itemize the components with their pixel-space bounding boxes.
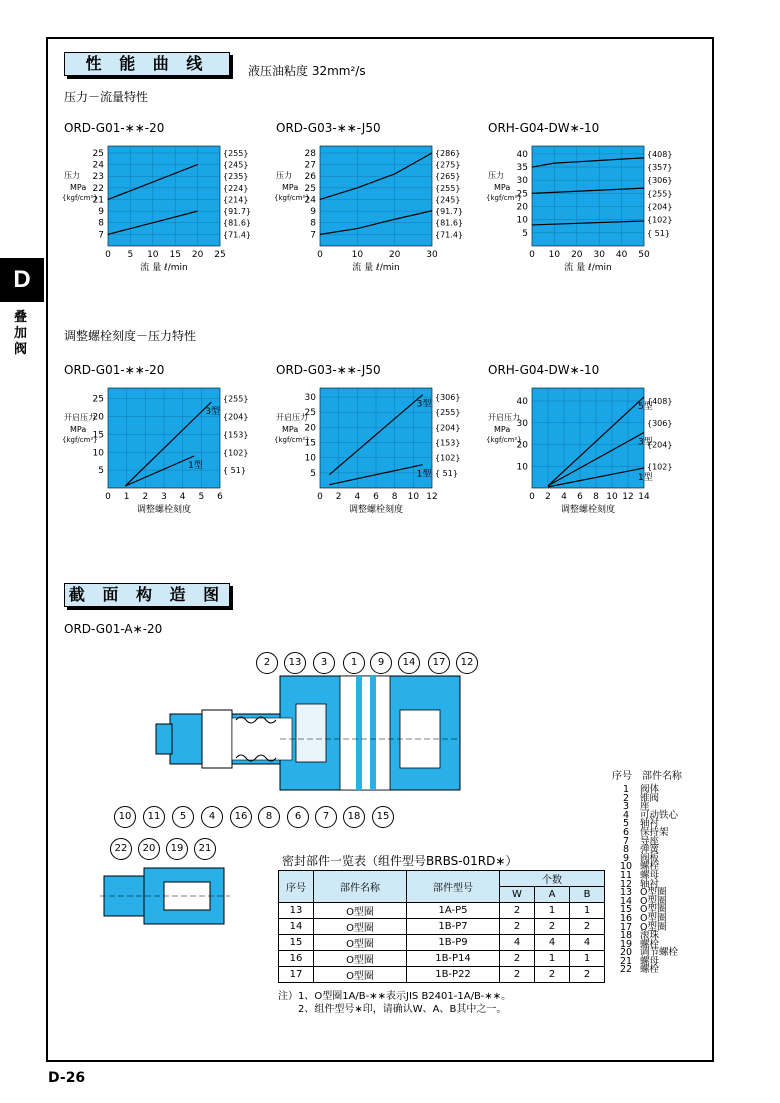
x-tick-label: 10 [606, 492, 618, 502]
y-tick-label-right: { 51} [647, 228, 670, 238]
part-name: 轴衬 [640, 818, 660, 830]
side-tab-letter: D [0, 258, 44, 302]
y-tick-label: 27 [304, 160, 316, 171]
cell: 2 [535, 967, 570, 983]
y-tick-label: 21 [92, 195, 104, 206]
part-no: 18 [619, 930, 633, 942]
callout-bubble: 6 [287, 806, 309, 828]
y-tick-label-right: {306} [647, 418, 673, 428]
y-tick-label: 28 [304, 148, 316, 159]
y-tick-label: 5 [98, 466, 104, 477]
table-row [279, 967, 605, 983]
cell: 1 [570, 903, 605, 919]
part-no: 21 [619, 955, 633, 967]
series-label: 3型 [205, 407, 221, 417]
cell: O型圈 [314, 967, 407, 983]
y-tick-label: 10 [304, 453, 316, 464]
part-name: 螺母 [640, 869, 660, 881]
part-name: 调节螺栓 [640, 947, 679, 959]
part-no: 2 [622, 792, 630, 804]
x-tick-label: 12 [426, 492, 438, 502]
parts-rows [612, 786, 682, 975]
header-b: B [570, 887, 605, 903]
section-title-performance: 性 能 曲 线 [64, 52, 230, 76]
part-name: 螺栓 [640, 938, 660, 950]
header-part: 部件型号 [407, 871, 500, 903]
y-tick-label-right: {306} [435, 393, 461, 403]
x-tick-label: 5 [127, 250, 134, 260]
cell: 1B-P22 [407, 967, 500, 983]
series-label: 3型 [416, 399, 432, 410]
part-no: 1 [622, 784, 630, 795]
viscosity-note: 液压油粘度 32mm²/s [248, 64, 366, 78]
subsection-screw-pressure: 调整螺栓刻度－压力特性 [64, 329, 197, 343]
y-tick-label-right: {102} [435, 453, 461, 463]
cell: 2 [500, 919, 535, 935]
x-tick-label: 1 [123, 492, 130, 502]
y-axis-unit-alt: {kgf/cm²} [62, 436, 98, 444]
x-tick-label: 10 [548, 250, 561, 260]
x-tick-label: 20 [191, 250, 204, 260]
y-tick-label-right: {204} [435, 423, 461, 433]
y-axis-unit: MPa [494, 425, 511, 434]
y-tick-label: 40 [516, 397, 528, 408]
y-axis-label: 压力 [276, 171, 292, 180]
part-name: 螺栓 [640, 861, 660, 873]
part-name: 导座 [640, 835, 660, 847]
plot-area [532, 388, 644, 488]
cell: 2 [570, 967, 605, 983]
x-tick-label: 30 [426, 250, 438, 260]
x-axis-label: 调整螺栓刻度 [136, 505, 192, 515]
cell: O型圈 [314, 903, 407, 919]
y-axis-label: 开启压力 [276, 413, 308, 422]
y-tick-label-right: { 51} [435, 468, 458, 478]
y-tick-label: 9 [98, 207, 104, 218]
parts-header-no: 序号 [612, 771, 632, 782]
x-tick-label: 4 [179, 492, 186, 502]
y-axis-unit: MPa [282, 183, 299, 192]
part-no: 5 [622, 818, 630, 830]
parts-header-name: 部件名称 [642, 771, 682, 782]
y-tick-label-right: {255} [647, 189, 673, 199]
y-axis-unit: MPa [70, 425, 87, 434]
cell: 2 [500, 951, 535, 967]
x-axis-label: 流 量 ℓ/min [352, 263, 400, 273]
cell: 2 [570, 919, 605, 935]
y-tick-label-right: {245} [435, 195, 461, 205]
x-tick-label: 30 [593, 250, 605, 260]
y-tick-label-right: {235} [223, 172, 249, 182]
y-tick-label: 10 [516, 462, 528, 473]
x-axis-label: 流 量 ℓ/min [564, 263, 612, 273]
callout-bubble: 12 [456, 652, 478, 674]
y-tick-label-right: {408} [647, 397, 673, 407]
cell: 1B-P7 [407, 919, 500, 935]
y-tick-label: 20 [516, 202, 528, 213]
y-tick-label: 25 [92, 394, 104, 405]
cell: 2 [535, 919, 570, 935]
callout-bubble: 14 [398, 652, 420, 674]
y-tick-label: 25 [92, 148, 104, 159]
part-no: 10 [619, 861, 633, 873]
y-tick-label: 24 [304, 195, 316, 206]
cell: 4 [535, 935, 570, 951]
y-tick-label: 24 [92, 160, 104, 171]
y-tick-label-right: {102} [223, 448, 249, 458]
x-tick-label: 0 [529, 250, 535, 260]
callout-bubble: 4 [201, 806, 223, 828]
part-name: 座 [640, 801, 650, 813]
x-tick-label: 25 [214, 250, 226, 260]
x-tick-label: 2 [545, 492, 551, 502]
cell: 1 [570, 951, 605, 967]
cell: 2 [500, 967, 535, 983]
y-tick-label: 20 [304, 423, 316, 434]
callout-bubble: 15 [372, 806, 394, 828]
parts-list [612, 767, 682, 975]
y-tick-label: 35 [516, 163, 528, 174]
x-tick-label: 8 [593, 492, 599, 502]
part-name: 锥阀 [640, 792, 660, 804]
y-axis-unit-alt: {kgf/cm²} [62, 194, 98, 202]
y-tick-label: 25 [304, 408, 316, 419]
part-name: O型圈 [640, 921, 667, 933]
x-tick-label: 0 [317, 250, 323, 260]
y-tick-label-right: {357} [647, 163, 673, 173]
x-tick-label: 4 [561, 492, 567, 502]
chart-title: ORH-G04-DW∗-10 [488, 121, 600, 135]
y-tick-label-right: {204} [223, 412, 249, 422]
y-tick-label: 30 [516, 418, 528, 429]
y-tick-label: 40 [516, 149, 528, 160]
y-axis-unit-alt: {kgf/cm²} [486, 436, 522, 444]
plot-area [320, 146, 432, 246]
section-model: ORD-G01-A∗-20 [64, 622, 163, 636]
callout-bubble: 9 [370, 652, 392, 674]
cell: O型圈 [314, 919, 407, 935]
x-tick-label: 0 [317, 492, 323, 502]
y-axis-label: 压力 [64, 171, 80, 180]
y-tick-label-right: {71.4} [223, 230, 251, 240]
y-tick-label-right: {102} [647, 215, 673, 225]
cell: 4 [500, 935, 535, 951]
note-2: 2、组件型号∗印，请确认W、A、B其中之一。 [298, 1004, 507, 1015]
x-tick-label: 2 [335, 492, 342, 502]
y-axis-unit: MPa [70, 183, 87, 192]
y-axis-unit-alt: {kgf/cm²} [274, 194, 310, 202]
callout-bubble: 17 [428, 652, 450, 674]
chart-title: ORD-G03-∗∗-J50 [276, 363, 381, 377]
part-no: 4 [622, 809, 630, 821]
callout-bubble: 20 [138, 838, 160, 860]
y-tick-label: 30 [304, 393, 316, 404]
chart-3 [484, 120, 694, 280]
y-tick-label-right: {286} [435, 148, 461, 158]
part-no: 14 [619, 895, 633, 907]
y-tick-label-right: {153} [223, 430, 249, 440]
cell: 4 [570, 935, 605, 951]
y-tick-label: 9 [310, 207, 316, 218]
chart-5 [272, 362, 482, 522]
subsection-pressure-flow: 压力－流量特性 [64, 90, 149, 104]
y-tick-label: 5 [310, 468, 316, 479]
y-tick-label: 7 [98, 230, 104, 241]
cell: 16 [279, 951, 314, 967]
header-a: A [535, 887, 570, 903]
chart-2 [272, 120, 482, 280]
cell: 17 [279, 967, 314, 983]
y-tick-label-right: {265} [435, 172, 461, 182]
side-tab-label: 叠加阀 [14, 310, 28, 357]
y-tick-label: 15 [92, 430, 104, 441]
part-no: 16 [619, 912, 633, 924]
part-no: 8 [622, 844, 630, 856]
callout-bubble: 22 [110, 838, 132, 860]
part-no: 22 [619, 964, 633, 976]
series-label: 5型 [638, 401, 653, 412]
header-qty: 个数 [500, 871, 605, 887]
y-tick-label-right: {71.4} [435, 230, 463, 240]
callout-bubble: 11 [143, 806, 165, 828]
y-axis-unit: MPa [282, 425, 299, 434]
x-tick-label: 20 [571, 250, 583, 260]
y-tick-label: 10 [92, 448, 104, 459]
series-label: 3型 [638, 437, 653, 448]
y-tick-label-right: {255} [223, 394, 249, 404]
callout-bubble: 7 [315, 806, 337, 828]
part-name: 弹簧 [640, 844, 660, 856]
callout-bubble: 10 [114, 806, 136, 828]
cell: 1 [535, 903, 570, 919]
table-row [279, 951, 605, 967]
part-no: 17 [619, 921, 633, 933]
x-tick-label: 0 [529, 492, 535, 502]
x-tick-label: 10 [351, 250, 364, 260]
x-axis-label: 调整螺栓刻度 [560, 505, 616, 515]
header-name: 部件名称 [314, 871, 407, 903]
y-tick-label-right: {91.7} [223, 207, 251, 217]
callout-bubble: 3 [313, 652, 335, 674]
y-tick-label: 7 [310, 230, 316, 241]
y-tick-label: 25 [516, 189, 528, 200]
y-tick-label-right: {91.7} [435, 207, 463, 217]
adjust-screw-drawing [100, 860, 240, 930]
y-tick-label-right: {214} [223, 195, 249, 205]
part-name: 阀体 [640, 784, 660, 795]
y-tick-label: 30 [516, 176, 528, 187]
part-name: 可动铁心 [640, 809, 679, 821]
x-tick-label: 4 [354, 492, 361, 502]
part-name: O型圈 [640, 904, 667, 916]
y-tick-label-right: {224} [223, 183, 249, 193]
x-tick-label: 12 [622, 492, 634, 502]
x-tick-label: 2 [142, 492, 149, 502]
list-item [612, 966, 682, 975]
seal-table-title: 密封部件一览表（组件型号BRBS-01RD∗） [282, 854, 518, 868]
cell: 13 [279, 903, 314, 919]
cell: 1 [535, 951, 570, 967]
y-tick-label: 26 [304, 172, 316, 183]
part-no: 9 [622, 852, 630, 864]
y-axis-unit-alt: {kgf/cm²} [274, 436, 310, 444]
y-tick-label-right: {153} [435, 438, 461, 448]
y-tick-label-right: {245} [223, 160, 249, 170]
table-row [279, 903, 605, 919]
y-axis-label: 压力 [488, 171, 504, 180]
callout-bubble: 21 [194, 838, 216, 860]
y-axis-unit-alt: {kgf/cm²} [486, 194, 522, 202]
part-no: 13 [619, 887, 633, 899]
x-tick-label: 6 [577, 492, 583, 502]
y-tick-label: 8 [98, 218, 104, 229]
y-tick-label: 8 [310, 218, 316, 229]
chart-title: ORD-G01-∗∗-20 [64, 363, 165, 377]
cell: 15 [279, 935, 314, 951]
y-tick-label-right: {204} [647, 440, 673, 450]
y-axis-unit: MPa [494, 183, 511, 192]
cell: O型圈 [314, 951, 407, 967]
part-no: 11 [619, 869, 633, 881]
header-no: 序号 [279, 871, 314, 903]
x-tick-label: 10 [407, 492, 420, 502]
chart-6 [484, 362, 694, 522]
y-axis-label: 开启压力 [64, 413, 96, 422]
callout-bubble: 2 [256, 652, 278, 674]
x-tick-label: 5 [198, 492, 205, 502]
chart-4 [60, 362, 270, 522]
x-tick-label: 6 [217, 492, 223, 502]
x-tick-label: 50 [638, 250, 650, 260]
part-no: 3 [622, 801, 630, 813]
y-tick-label-right: {81.6} [223, 218, 251, 228]
x-tick-label: 14 [638, 492, 650, 502]
x-tick-label: 8 [391, 492, 398, 502]
x-tick-label: 6 [373, 492, 379, 502]
x-tick-label: 0 [105, 492, 111, 502]
part-no: 15 [619, 904, 633, 916]
y-tick-label-right: { 51} [223, 466, 246, 476]
x-tick-label: 10 [147, 250, 159, 260]
y-tick-label: 20 [516, 440, 528, 451]
series-label: 1型 [638, 473, 653, 483]
y-tick-label: 5 [522, 228, 528, 239]
callout-bubble: 5 [172, 806, 194, 828]
seal-table [278, 870, 605, 983]
cell: 1B-P9 [407, 935, 500, 951]
part-name: 保持架 [640, 826, 669, 838]
y-tick-label-right: {408} [647, 149, 673, 159]
chart-title: ORH-G04-DW∗-10 [488, 363, 600, 377]
part-no: 7 [622, 835, 630, 847]
part-name: 螺母 [640, 955, 660, 967]
valve-body-shape [156, 676, 460, 790]
y-tick-label: 23 [92, 172, 104, 183]
y-tick-label: 15 [304, 438, 316, 449]
cell: 14 [279, 919, 314, 935]
y-tick-label: 25 [304, 183, 316, 194]
callout-bubble: 1 [343, 652, 365, 674]
cell: O型圈 [314, 935, 407, 951]
x-tick-label: 40 [615, 250, 628, 260]
page-number: D-26 [48, 1070, 86, 1086]
part-no: 19 [619, 938, 633, 950]
x-tick-label: 20 [388, 250, 401, 260]
part-name: O型圈 [640, 912, 667, 924]
y-tick-label-right: {204} [647, 202, 673, 212]
callout-bubble: 19 [166, 838, 188, 860]
header-w: W [500, 887, 535, 903]
part-name: 轴衬 [640, 878, 660, 890]
y-tick-label-right: {102} [647, 462, 673, 472]
cell: 2 [500, 903, 535, 919]
y-tick-label-right: {275} [435, 160, 461, 170]
x-tick-label: 15 [169, 250, 181, 260]
x-tick-label: 3 [161, 492, 167, 502]
y-tick-label: 22 [92, 183, 104, 194]
part-name: O型圈 [640, 895, 667, 907]
cell: 1B-P14 [407, 951, 500, 967]
table-row [279, 935, 605, 951]
part-name: 阀板 [640, 852, 660, 864]
part-name: O型圈 [640, 887, 667, 899]
y-tick-label-right: {255} [435, 183, 461, 193]
series-label: 1型 [188, 461, 203, 471]
plot-area [108, 146, 220, 246]
x-axis-label: 流 量 ℓ/min [140, 263, 188, 273]
chart-title: ORD-G03-∗∗-J50 [276, 121, 381, 135]
callout-bubble: 13 [284, 652, 306, 674]
table-row [279, 919, 605, 935]
part-no: 12 [619, 878, 633, 890]
y-tick-label: 20 [92, 412, 104, 423]
x-tick-label: 0 [105, 250, 111, 260]
section-title-cross-section: 截 面 构 造 图 [64, 583, 230, 607]
y-tick-label-right: {255} [223, 148, 249, 158]
y-tick-label-right: {255} [435, 408, 461, 418]
series-label: 1型 [416, 469, 432, 480]
part-no: 20 [619, 947, 633, 959]
callout-bubble: 8 [258, 806, 280, 828]
chart-title: ORD-G01-∗∗-20 [64, 121, 165, 135]
y-axis-label: 开启压力 [488, 413, 520, 422]
note-1: 注）1、O型圈1A/B-∗∗表示JIS B2401-1A/B-∗∗。 [278, 991, 512, 1002]
y-tick-label-right: {81.6} [435, 218, 463, 228]
chart-1 [60, 120, 270, 280]
callout-bubble: 16 [230, 806, 252, 828]
y-tick-label: 10 [516, 215, 528, 226]
callout-bubble: 18 [343, 806, 365, 828]
y-tick-label-right: {306} [647, 176, 673, 186]
x-axis-label: 调整螺栓刻度 [348, 505, 404, 515]
part-name: 螺栓 [640, 964, 660, 976]
part-no: 6 [622, 826, 630, 838]
part-name: 滚珠 [640, 930, 660, 942]
cell: 1A-P5 [407, 903, 500, 919]
